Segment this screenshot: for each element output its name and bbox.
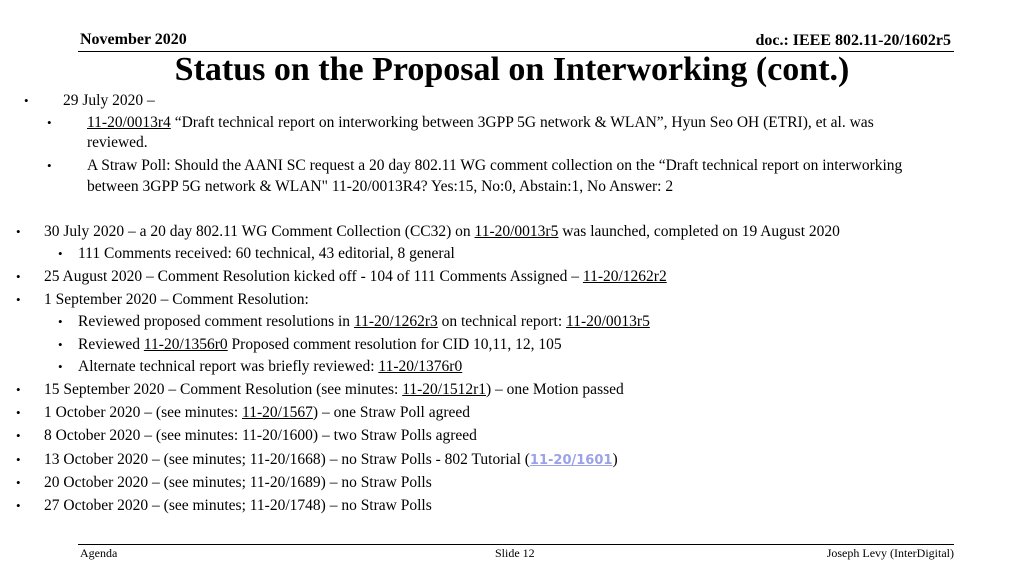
list-item: 30 July 2020 – a 20 day 802.11 WG Comment Collection (CC32) on 11-20/0013r5 was launched, completed on 19 August 2020	[44, 223, 840, 240]
footer-divider	[78, 544, 954, 545]
tutorial-link[interactable]: 11-20/1601	[529, 453, 613, 468]
list-item: 8 October 2020 – (see minutes: 11-20/1600) – two Straw Polls agreed	[44, 427, 477, 444]
list-item: 27 October 2020 – (see minutes; 11-20/1748) – no Straw Polls	[44, 497, 432, 514]
doc-link[interactable]: 11-20/1567	[242, 404, 313, 421]
list-item: Reviewed 11-20/1356r0 Proposed comment resolution for CID 10,11, 12, 105	[78, 336, 562, 353]
bullet-icon: •	[16, 382, 21, 397]
doc-link[interactable]: 11-20/1376r0	[378, 358, 463, 375]
bullet-icon: •	[16, 269, 21, 284]
footer-left: Agenda	[80, 546, 118, 560]
doc-link[interactable]: 11-20/0013r5	[474, 223, 559, 240]
list-item-continuation: reviewed.	[87, 134, 148, 151]
bullet-icon: •	[47, 158, 52, 173]
list-item: 13 October 2020 – (see minutes; 11-20/1668) – no Straw Polls - 802 Tutorial (11-20/1601)	[44, 451, 618, 468]
header-date: November 2020	[80, 31, 187, 48]
list-item: Alternate technical report was briefly reviewed: 11-20/1376r0	[78, 358, 463, 375]
bullet-icon: •	[58, 246, 63, 261]
list-item: 20 October 2020 – (see minutes; 11-20/1689) – no Straw Polls	[44, 474, 432, 491]
footer-author: Joseph Levy (InterDigital)	[826, 546, 954, 560]
bullet-icon: •	[58, 337, 63, 352]
bullet-icon: •	[47, 115, 52, 130]
bullet-icon: •	[24, 93, 29, 108]
doc-link[interactable]: 11-20/1512r1	[402, 381, 486, 398]
list-item: 11-20/0013r4 “Draft technical report on interworking between 3GPP 5G network & WLAN”, Hyun Seo OH (ETRI), et al. was	[87, 114, 874, 131]
list-item: 15 September 2020 – Comment Resolution (see minutes: 11-20/1512r1) – one Motion passed	[44, 381, 624, 398]
bullet-icon: •	[16, 224, 21, 239]
list-item: Reviewed proposed comment resolutions in 11-20/1262r3 on technical report: 11-20/0013r5	[78, 313, 650, 330]
bullet-icon: •	[16, 428, 21, 443]
header-doc-id: doc.: IEEE 802.11-20/1602r5	[755, 32, 951, 49]
list-item: 29 July 2020 –	[63, 92, 155, 109]
doc-link[interactable]: 11-20/1262r3	[353, 313, 438, 330]
list-item: A Straw Poll: Should the AANI SC request a 20 day 802.11 WG comment collection on the “Draft technical report on interworking	[87, 157, 903, 174]
list-item: 111 Comments received: 60 technical, 43 editorial, 8 general	[78, 245, 455, 262]
list-item-continuation: between 3GPP 5G network & WLAN" 11-20/0013R4? Yes:15, No:0, Abstain:1, No Answer: 2	[87, 178, 674, 195]
doc-link[interactable]: 11-20/1262r2	[582, 268, 667, 285]
bullet-icon: •	[58, 359, 63, 374]
bullet-icon: •	[16, 452, 21, 467]
bullet-icon: •	[16, 405, 21, 420]
doc-link[interactable]: 11-20/1356r0	[143, 336, 228, 353]
slide-number: Slide 12	[495, 546, 535, 560]
bullet-icon: •	[58, 314, 63, 329]
list-item: 1 September 2020 – Comment Resolution:	[44, 291, 309, 308]
list-item: 1 October 2020 – (see minutes: 11-20/1567) – one Straw Poll agreed	[44, 404, 471, 421]
bullet-icon: •	[16, 498, 21, 513]
bullet-icon: •	[16, 475, 21, 490]
list-item: 25 August 2020 – Comment Resolution kicked off - 104 of 111 Comments Assigned – 11-20/1262r2	[44, 268, 667, 285]
bullet-icon: •	[16, 292, 21, 307]
slide-title: Status on the Proposal on Interworking (cont.)	[174, 51, 850, 88]
doc-link[interactable]: 11-20/0013r5	[566, 313, 650, 330]
doc-link[interactable]: 11-20/0013r4	[87, 114, 171, 131]
